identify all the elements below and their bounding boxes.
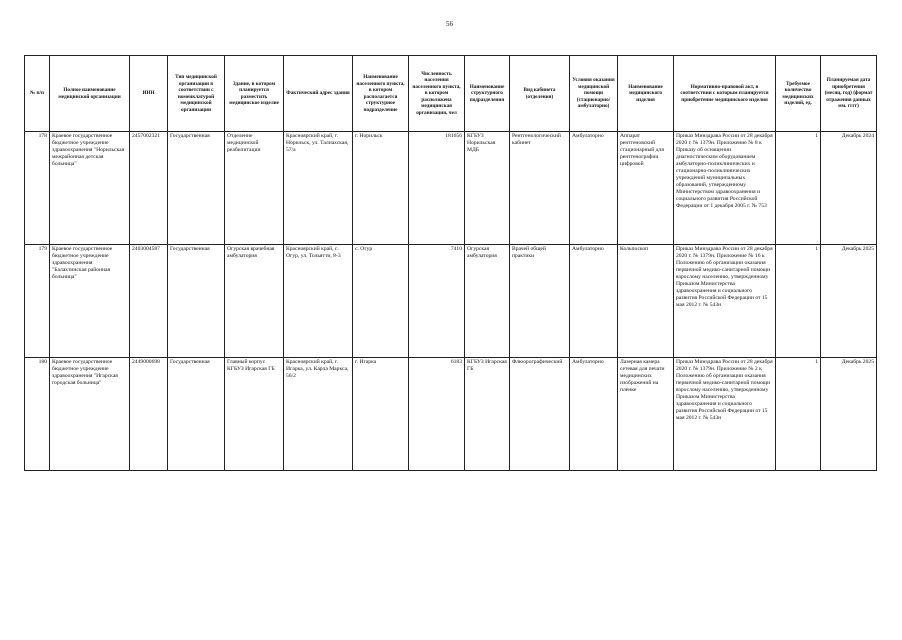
cabinet-type: Врачей общей практики — [510, 245, 570, 358]
header-organization: Полное наименование медицинской организации — [50, 56, 130, 132]
building: Главный корпус КГБУЗ Игарская ГБ — [225, 358, 284, 471]
cabinet-type: Рентгенологический кабинет — [510, 132, 570, 245]
subdivision: КГБУЗ Норильская МДБ — [465, 132, 510, 245]
planned-date: Декабрь 2025 — [821, 245, 877, 358]
header-org-type: Тип медицинской организации в соответствии с номенклатурой медицинской организации — [168, 56, 225, 132]
header-inn: ИНН — [130, 56, 168, 132]
subdivision: Огурская амбулатория — [465, 245, 510, 358]
address: Красноярский край, г. Норильск, ул. Талнахская, 57/а — [284, 132, 353, 245]
org-type: Государственная — [168, 358, 225, 471]
device-name: Лазерная камера сетевая для печати медицинских изображений на пленке — [618, 358, 674, 471]
quantity: 1 — [776, 358, 821, 471]
population: 6183 — [409, 358, 465, 471]
header-building: Здание, в котором планируется разместить медицинское изделие — [225, 56, 284, 132]
quantity: 1 — [776, 132, 821, 245]
header-address: Фактический адрес здания — [284, 56, 353, 132]
organization-name: Краевое государственное бюджетное учреждение здравоохранения "Норильская межрайонная детская больница" — [50, 132, 130, 245]
equipment-registry-table — [24, 55, 877, 471]
device-name: Кольпоскоп — [618, 245, 674, 358]
org-type: Государственная — [168, 245, 225, 358]
planned-date: Декабрь 2025 — [821, 358, 877, 471]
header-number: № п/п — [25, 56, 50, 132]
header-quantity: Требуемое количество медицинских изделий, ед. — [776, 56, 821, 132]
cabinet-type: Флюорографический — [510, 358, 570, 471]
building: Огурская врачебная амбулатория — [225, 245, 284, 358]
locality: г. Игарка — [353, 358, 409, 471]
row-number: 179 — [25, 245, 50, 358]
legal-act: Приказ Минздрава России от 28 декабря 2020 г. № 1379н. Приложение № 8 к Приказу об оснащении диагностическим оборудованием амбулаторно-поликлинических и стационарно-поликлинических учреждений муниципальных образований, утвержденному Министерством здравоохранения и социального развития Российской Федерации от 1 декабря 2005 г. № 753 — [674, 132, 776, 245]
quantity: 1 — [776, 245, 821, 358]
row-number: 178 — [25, 132, 50, 245]
population: 7410 — [409, 245, 465, 358]
organization-name: Краевое государственное бюджетное учреждение здравоохранения "Балахтинская районная больница" — [50, 245, 130, 358]
locality: с. Огур — [353, 245, 409, 358]
organization-name: Краевое государственное бюджетное учреждение здравоохранения "Игарская городская больница" — [50, 358, 130, 471]
header-conditions: Условия оказания медицинской помощи (стационарно/амбулаторно) — [570, 56, 618, 132]
inn: 2457002321 — [130, 132, 168, 245]
table-row — [25, 132, 877, 245]
header-date: Планируемая дата приобретения (месяц, год) (формат отражения данных мм. гггг) — [821, 56, 877, 132]
header-locality: Наименование населенного пункта, в котором располагается структурное подразделение — [353, 56, 409, 132]
inn: 2449000698 — [130, 358, 168, 471]
inn: 2403004587 — [130, 245, 168, 358]
subdivision: КГБУЗ Игарская ГБ — [465, 358, 510, 471]
care-conditions: Амбулаторно — [570, 358, 618, 471]
header-population: Численность населения населенного пункта, в котором расположена медицинская организация, чел — [409, 56, 465, 132]
header-legal-act: Нормативно-правовой акт, в соответствии с которым планируется приобретение медицинского изделия — [674, 56, 776, 132]
locality: г. Норильск — [353, 132, 409, 245]
care-conditions: Амбулаторно — [570, 245, 618, 358]
row-number: 180 — [25, 358, 50, 471]
building: Отделение медицинской реабилитации — [225, 132, 284, 245]
header-cabinet: Вид кабинета (отделения) — [510, 56, 570, 132]
address: Красноярский край, г. Игарка, ул. Карла Маркса, 56/2 — [284, 358, 353, 471]
table-row — [25, 358, 877, 471]
population: 181656 — [409, 132, 465, 245]
legal-act: Приказ Минздрава России от 28 декабря 2020 г. № 1379н. Приложение № 16 к Положению об организации оказания первичной медико-санитарной помощи взрослому населению, утвержденному Приказом Министерства здравоохранения и социального развития Российской Федерации от 15 мая 2012 г. № 543н — [674, 245, 776, 358]
table-row — [25, 245, 877, 358]
header-device: Наименование медицинского изделия — [618, 56, 674, 132]
device-name: Аппарат рентгеновский стационарный для рентгенографии цифровой — [618, 132, 674, 245]
header-subdivision: Наименование структурного подразделения — [465, 56, 510, 132]
address: Красноярский край, с. Огур, ул. Тольятти, 8-3 — [284, 245, 353, 358]
legal-act: Приказ Минздрава России от 28 декабря 2020 г. № 1379н. Приложение № 2 к Положению об организации оказания первичной медико-санитарной помощи взрослому населению, утвержденному Приказом Министерства здравоохранения и социального развития Российской Федерации от 15 мая 2012 г. № 543н — [674, 358, 776, 471]
planned-date: Декабрь 2024 — [821, 132, 877, 245]
care-conditions: Амбулаторно — [570, 132, 618, 245]
table-header-row — [25, 56, 877, 132]
page-number: 56 — [446, 20, 453, 28]
org-type: Государственная — [168, 132, 225, 245]
